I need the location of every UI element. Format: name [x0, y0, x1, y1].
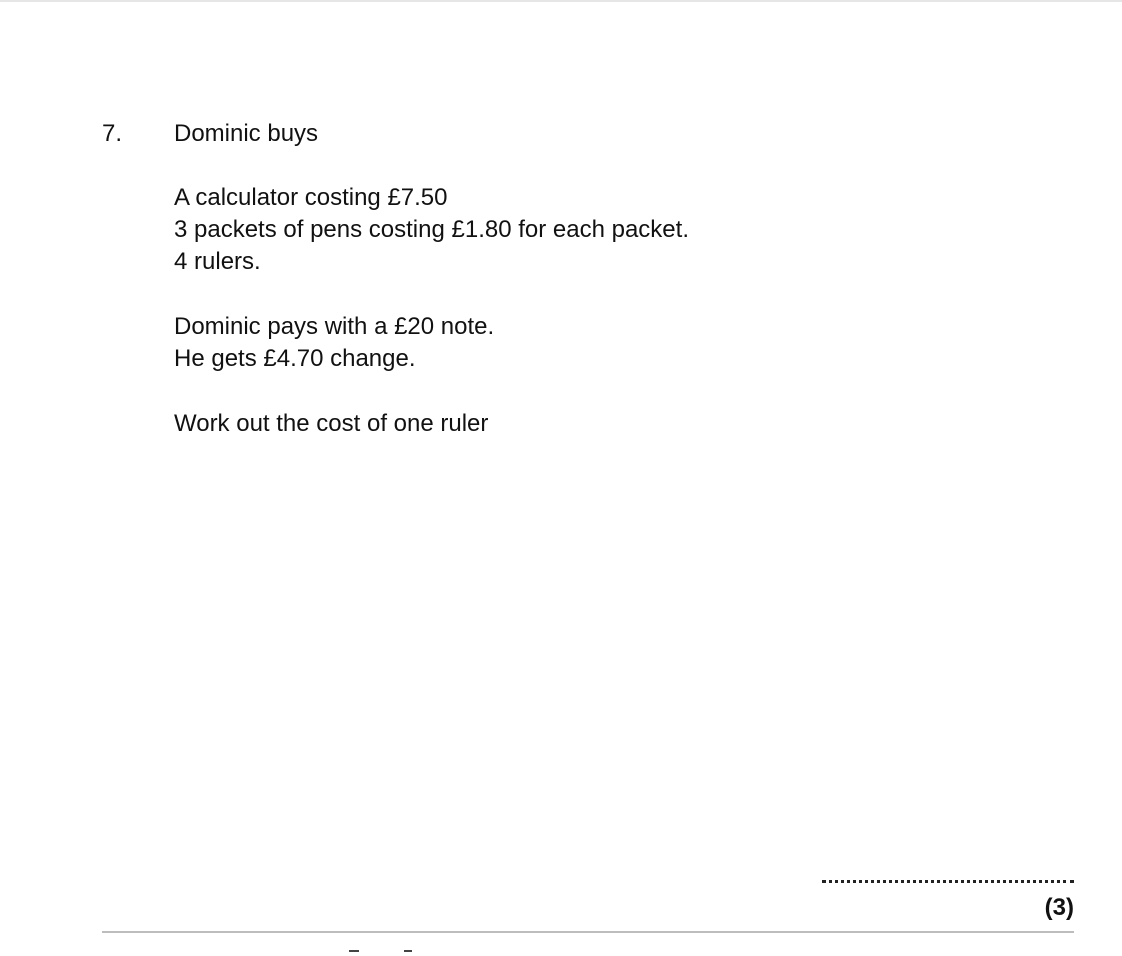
- top-page-edge: [0, 0, 1122, 2]
- question-instruction: Work out the cost of one ruler: [174, 410, 489, 437]
- payment-change: He gets £4.70 change.: [174, 345, 416, 372]
- item-rulers: 4 rulers.: [174, 248, 261, 275]
- item-pens: 3 packets of pens costing £1.80 for each packet.: [174, 216, 689, 243]
- partial-page-text: [404, 950, 412, 952]
- marks-label: (3): [1044, 894, 1074, 921]
- question-number: 7.: [102, 120, 123, 147]
- question-intro: Dominic buys: [174, 120, 319, 147]
- bottom-divider: [102, 931, 1074, 933]
- answer-line[interactable]: [822, 880, 1074, 883]
- payment-note: Dominic pays with a £20 note.: [174, 313, 495, 340]
- partial-page-text: [349, 950, 359, 952]
- item-calculator: A calculator costing £7.50: [174, 184, 448, 211]
